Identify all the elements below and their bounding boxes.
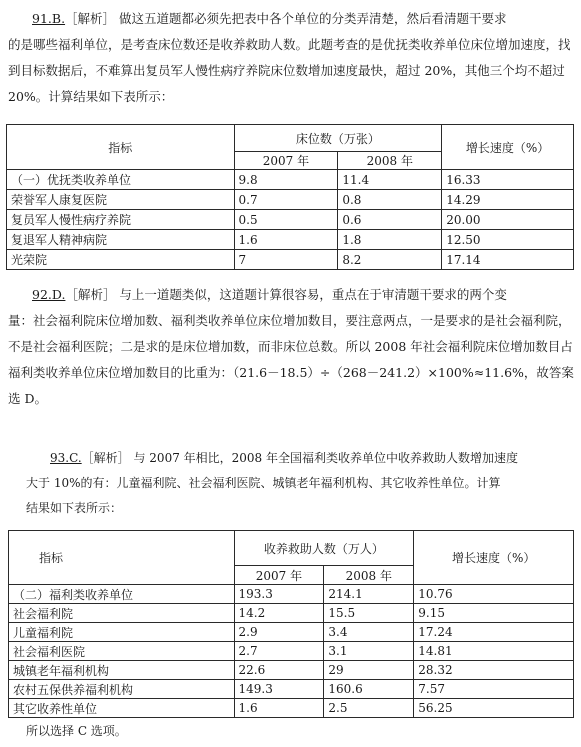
q93-text-line1: 与 2007 年相比，2008 年全国福利类收养单位中收养救助人数增加速度 bbox=[129, 451, 519, 465]
growth-rate: 12.50 bbox=[442, 230, 574, 250]
value-2008: 0.8 bbox=[338, 190, 442, 210]
growth-rate: 17.24 bbox=[414, 623, 574, 642]
value-2007: 14.2 bbox=[234, 604, 324, 623]
growth-rate: 9.15 bbox=[414, 604, 574, 623]
q91-tag: ［解析］ bbox=[65, 11, 116, 26]
q91-text-line1: 做这五道题都必须先把表中各个单位的分类弄清楚，然后看清题干要求 bbox=[115, 11, 507, 26]
q91-label: 91.B. bbox=[32, 11, 66, 26]
growth-rate: 10.76 bbox=[414, 585, 574, 604]
growth-rate: 56.25 bbox=[414, 699, 574, 718]
value-2008: 0.6 bbox=[338, 210, 442, 230]
value-2008: 8.2 bbox=[338, 250, 442, 270]
q92-text-rest: 量：社会福利院床位增加数、福利类收养单位床位增加数目，要注意两点，一是要求的是社会福利院，不是社会福利医院；二是求的是床位增加数，而非床位总数。所以 2008 年社会福利院床位增加数目占福利类收养单位床位增加数目的比重为：（21.6－18.5）÷（268－241.2）×100%≈11.6%，故答案选 D。 bbox=[8, 313, 574, 406]
table1-header-year-2008: 2008 年 bbox=[338, 152, 442, 170]
table2-header-year-2008: 2008 年 bbox=[324, 566, 414, 585]
value-2007: 2.9 bbox=[234, 623, 324, 642]
table2-header-rate: 增长速度（%） bbox=[414, 531, 574, 585]
q92-tag: ［解析］ bbox=[65, 287, 116, 302]
value-2007: 193.3 bbox=[234, 585, 324, 604]
value-2008: 3.1 bbox=[324, 642, 414, 661]
table1-header-group: 床位数（万张） bbox=[234, 125, 442, 152]
q92-explanation bbox=[8, 282, 574, 412]
value-2007: 9.8 bbox=[234, 170, 338, 190]
table-row bbox=[9, 604, 574, 623]
row-name: （二）福利类收养单位 bbox=[9, 585, 235, 604]
table-row bbox=[9, 623, 574, 642]
q93-explanation bbox=[26, 446, 574, 521]
value-2007: 22.6 bbox=[234, 661, 324, 680]
value-2008: 1.8 bbox=[338, 230, 442, 250]
growth-rate: 7.57 bbox=[414, 680, 574, 699]
table1-header-rate: 增长速度（%） bbox=[442, 125, 574, 170]
table-row bbox=[9, 642, 574, 661]
rescue-count-table bbox=[8, 530, 574, 718]
value-2008: 15.5 bbox=[324, 604, 414, 623]
value-2007: 2.7 bbox=[234, 642, 324, 661]
row-name: 社会福利院 bbox=[9, 604, 235, 623]
value-2008: 214.1 bbox=[324, 585, 414, 604]
q92-label: 92.D. bbox=[32, 287, 66, 302]
table-row bbox=[7, 190, 574, 210]
value-2007: 149.3 bbox=[234, 680, 324, 699]
growth-rate: 14.81 bbox=[414, 642, 574, 661]
closing-statement: 所以选择 C 选项。 bbox=[26, 724, 127, 738]
row-name: 复退军人精神病院 bbox=[7, 230, 235, 250]
row-name: 其它收养性单位 bbox=[9, 699, 235, 718]
q91-explanation bbox=[8, 6, 574, 110]
q91-text-rest: 的是哪些福利单位，是考查床位数还是收养救助人数。此题考查的是优抚类收养单位床位增加速度，找到目标数据后，不难算出复员军人慢性病疗养院床位数增加速度最快，超过 20%，其他三个均不超过 20%。计算结果如下表所示： bbox=[8, 37, 571, 104]
value-2008: 3.4 bbox=[324, 623, 414, 642]
value-2008: 2.5 bbox=[324, 699, 414, 718]
growth-rate: 16.33 bbox=[442, 170, 574, 190]
q93-text-line2: 大于 10%的有：儿童福利院、社会福利医院、城镇老年福利机构、其它收养性单位。计算 bbox=[26, 476, 501, 490]
table-row bbox=[9, 661, 574, 680]
row-name: 光荣院 bbox=[7, 250, 235, 270]
q93-label: 93.C. bbox=[50, 451, 82, 465]
row-name: 荣誉军人康复医院 bbox=[7, 190, 235, 210]
bed-count-table bbox=[6, 124, 574, 270]
table1-header-indicator: 指标 bbox=[7, 125, 235, 170]
table-row bbox=[7, 170, 574, 190]
value-2007: 0.7 bbox=[234, 190, 338, 210]
value-2008: 160.6 bbox=[324, 680, 414, 699]
table-row bbox=[9, 699, 574, 718]
row-name: 城镇老年福利机构 bbox=[9, 661, 235, 680]
row-name: 农村五保供养福利机构 bbox=[9, 680, 235, 699]
table2-header-group: 收养救助人数（万人） bbox=[234, 531, 414, 566]
table-row bbox=[9, 680, 574, 699]
growth-rate: 14.29 bbox=[442, 190, 574, 210]
growth-rate: 17.14 bbox=[442, 250, 574, 270]
q93-tag: ［解析］ bbox=[81, 451, 130, 465]
value-2007: 1.6 bbox=[234, 699, 324, 718]
value-2007: 0.5 bbox=[234, 210, 338, 230]
table-row bbox=[7, 210, 574, 230]
table1-header-year-2007: 2007 年 bbox=[234, 152, 338, 170]
q92-text-line1: 与上一道题类似，这道题计算很容易，重点在于审清题干要求的两个变 bbox=[115, 287, 507, 302]
row-name: 儿童福利院 bbox=[9, 623, 235, 642]
q93-text-line3: 结果如下表所示： bbox=[26, 501, 123, 515]
table-row bbox=[7, 250, 574, 270]
table-row bbox=[9, 585, 574, 604]
table-row bbox=[7, 230, 574, 250]
table2-header-indicator: 指标 bbox=[9, 531, 235, 585]
value-2007: 1.6 bbox=[234, 230, 338, 250]
value-2008: 29 bbox=[324, 661, 414, 680]
value-2008: 11.4 bbox=[338, 170, 442, 190]
table2-header-year-2007: 2007 年 bbox=[234, 566, 324, 585]
value-2007: 7 bbox=[234, 250, 338, 270]
growth-rate: 20.00 bbox=[442, 210, 574, 230]
growth-rate: 28.32 bbox=[414, 661, 574, 680]
row-name: 社会福利医院 bbox=[9, 642, 235, 661]
row-name: 复员军人慢性病疗养院 bbox=[7, 210, 235, 230]
row-name: （一）优抚类收养单位 bbox=[7, 170, 235, 190]
